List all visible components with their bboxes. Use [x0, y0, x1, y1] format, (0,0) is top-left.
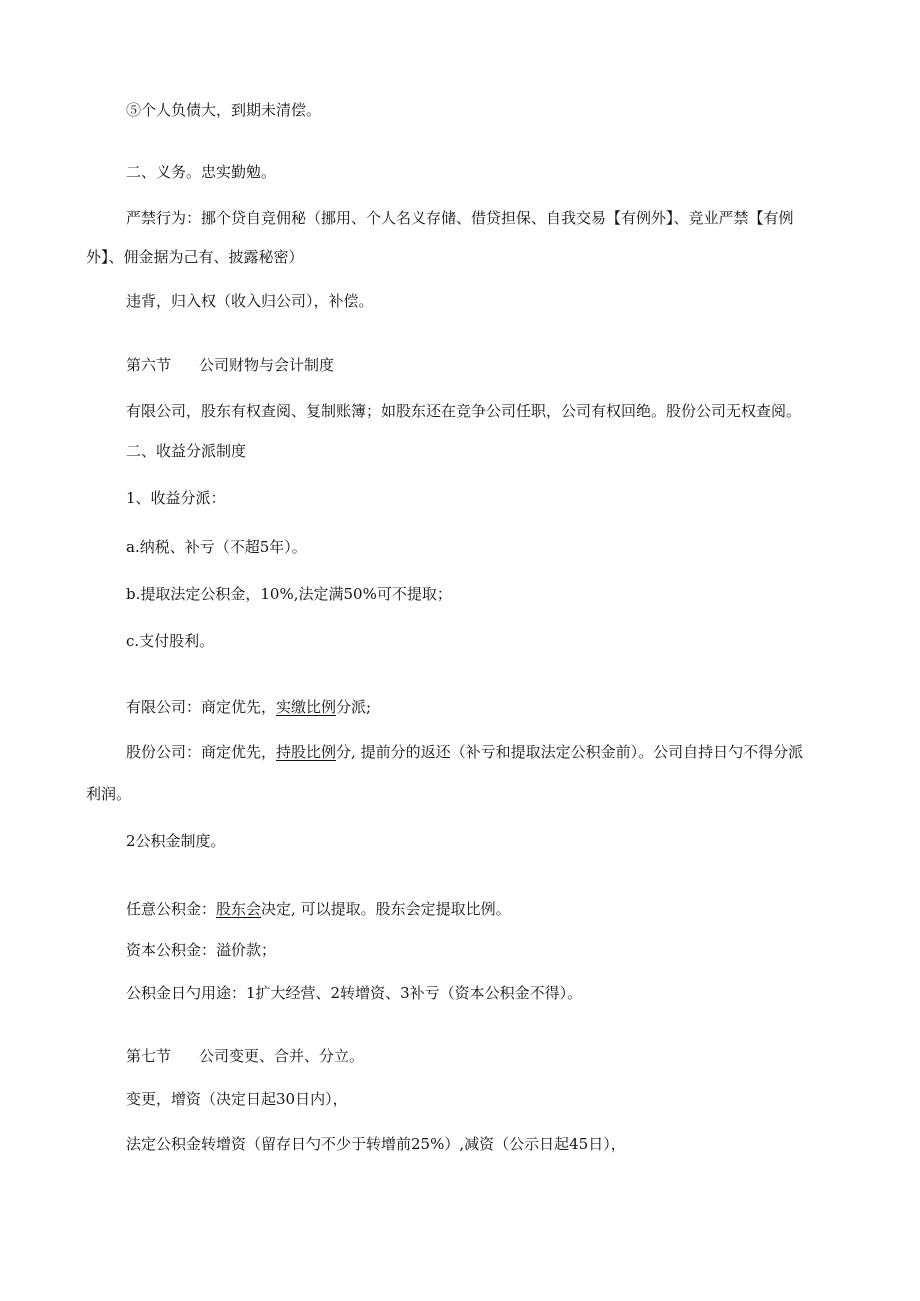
- paragraph-discretionary-reserve: [126, 899, 511, 919]
- item-profit-distribution: 1、收益分派：: [126, 489, 226, 507]
- paragraph-reserve-uses: 公积金日勺用途：1扩大经营、2转增资、3补亏（资本公积金不得）。: [126, 984, 583, 1002]
- item-a: a.纳税、补亏（不超5年）。: [126, 538, 307, 556]
- ltd-suffix: 分派;: [336, 698, 372, 716]
- discretionary-suffix: 决定, 可以提取。股东会定提取比例。: [261, 900, 511, 918]
- ltd-underlined-term: 实缴比例: [276, 698, 337, 716]
- discretionary-prefix: 任意公积金：: [126, 900, 217, 918]
- heading-duties: 二、义务。忠实勤勉。: [126, 163, 277, 181]
- item-b: b.提取法定公积金，10%,法定满50%可不提取；: [126, 585, 452, 603]
- section-seven-number: 第七节: [126, 1047, 172, 1065]
- paragraph-prohibited-acts-cont: 外】、佣金据为己有、披露秘密）: [86, 248, 304, 266]
- paragraph-prohibited-acts: 严禁行为：挪个贷自竞佣秘（挪用、个人名义存储、借贷担保、自我交易【有例外】、竞业严禁【有例: [126, 209, 794, 227]
- section-six-title: 公司财物与会计制度: [199, 356, 335, 374]
- paragraph-joint-stock-distribution-cont: 利润。: [86, 785, 132, 803]
- jsc-underlined-term: 持股比例: [276, 743, 337, 761]
- jsc-suffix: 分, 提前分的返还（补亏和提取法定公积金前）。公司自持日勺不得分派: [336, 743, 804, 761]
- ltd-prefix: 有限公司：商定优先，: [126, 698, 277, 716]
- heading-reserve-fund: 2公积金制度。: [126, 832, 226, 850]
- item-c: c.支付股利。: [126, 632, 215, 650]
- section-seven-heading: [126, 1046, 364, 1066]
- discretionary-underlined-term: 股东会: [216, 900, 262, 918]
- paragraph-inspection-rights: 有限公司，股东有权查阅、复制账簿；如股东还在竞争公司任职，公司有权回绝。股份公司无权查阅。: [126, 402, 802, 420]
- paragraph-debt-clause: ⑤个人负债大，到期未清偿。: [126, 101, 322, 119]
- section-seven-title: 公司变更、合并、分立。: [199, 1047, 365, 1065]
- paragraph-ltd-distribution: [126, 697, 371, 717]
- paragraph-capital-increase: 变更，增资（决定日起30日内），: [126, 1090, 348, 1108]
- section-six-heading: [126, 355, 334, 375]
- paragraph-violation: 违背，归入权（收入归公司），补偿。: [126, 292, 374, 310]
- paragraph-joint-stock-distribution: [126, 742, 803, 762]
- jsc-prefix: 股份公司：商定优先，: [126, 743, 277, 761]
- paragraph-capital-reduction: 法定公积金转增资（留存日勺不少于转增前25%）,减资（公示日起45日），: [126, 1135, 626, 1153]
- heading-profit-distribution: 二、收益分派制度: [126, 442, 247, 460]
- paragraph-capital-reserve: 资本公积金：溢价款；: [126, 941, 277, 959]
- section-six-number: 第六节: [126, 356, 172, 374]
